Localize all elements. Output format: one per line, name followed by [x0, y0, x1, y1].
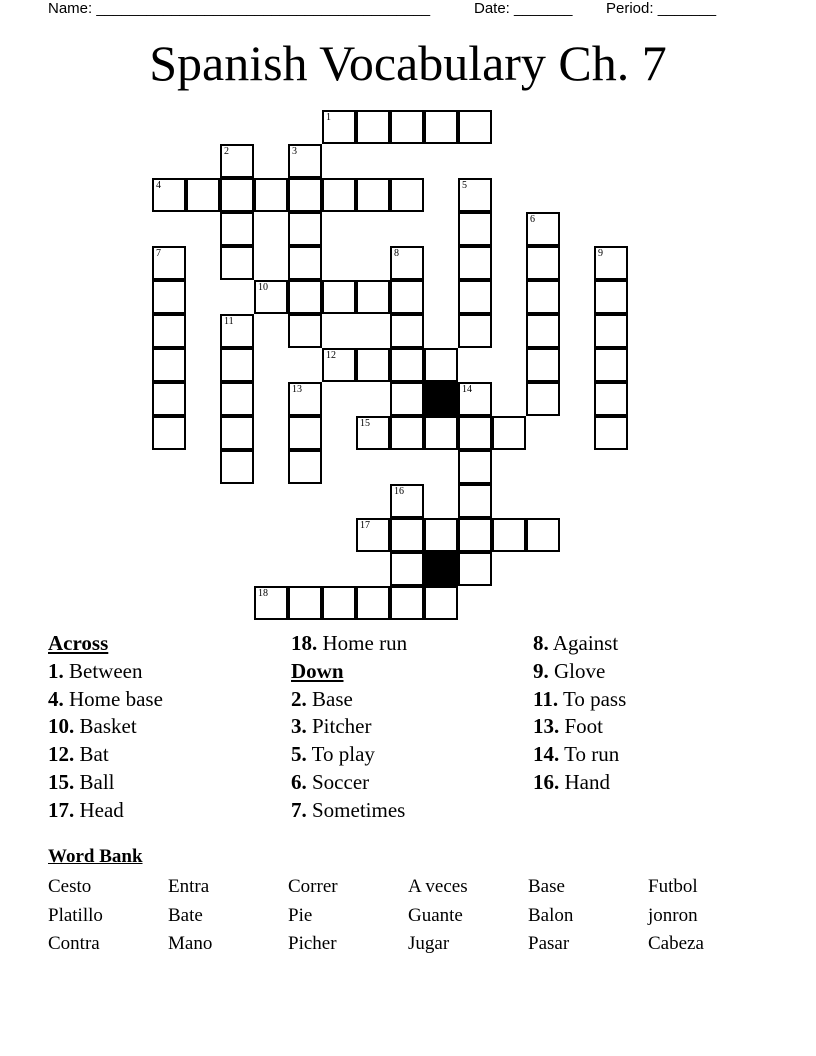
clue-number: 6	[530, 214, 535, 225]
down-clue	[533, 769, 626, 797]
grid-cell[interactable]	[322, 110, 356, 144]
clue-number: 2	[224, 146, 229, 157]
down-clue	[291, 769, 407, 797]
word-bank-item: Jugar	[408, 933, 450, 954]
grid-cell[interactable]	[390, 110, 424, 144]
grid-cell[interactable]	[458, 246, 492, 280]
grid-cell[interactable]	[390, 178, 424, 212]
grid-cell[interactable]	[594, 246, 628, 280]
down-clue	[291, 713, 407, 741]
black-square	[424, 552, 458, 586]
across-clues	[48, 630, 163, 825]
clue-number: 5.	[291, 742, 307, 767]
grid-cell[interactable]	[390, 484, 424, 518]
grid-cell[interactable]	[526, 518, 560, 552]
grid-cell[interactable]	[526, 348, 560, 382]
clues-column-3	[533, 630, 626, 797]
word-bank-item: Cabeza	[648, 933, 704, 954]
grid-cell[interactable]	[356, 586, 390, 620]
clue-text: To run	[564, 742, 620, 767]
grid-cell[interactable]	[356, 280, 390, 314]
down-clue	[533, 630, 626, 658]
grid-cell[interactable]	[390, 348, 424, 382]
grid-cell[interactable]	[424, 348, 458, 382]
clue-number: 2.	[291, 686, 307, 711]
clue-number: 8	[394, 248, 399, 259]
clues-column-2	[291, 630, 407, 825]
clue-number: 11.	[533, 686, 559, 711]
grid-cell[interactable]	[526, 246, 560, 280]
grid-cell[interactable]	[322, 280, 356, 314]
clue-number: 12	[326, 350, 336, 361]
word-bank-item: Picher	[288, 933, 337, 954]
grid-cell[interactable]	[458, 382, 492, 416]
grid-cell[interactable]	[254, 586, 288, 620]
word-bank-item: Pasar	[528, 933, 570, 954]
period-label: Period:	[606, 0, 654, 17]
grid-cell[interactable]	[458, 552, 492, 586]
grid-cell[interactable]	[390, 552, 424, 586]
down-clue	[291, 797, 407, 825]
grid-cell[interactable]	[526, 280, 560, 314]
grid-cell[interactable]	[322, 348, 356, 382]
grid-cell[interactable]	[424, 586, 458, 620]
grid-cell[interactable]	[492, 416, 526, 450]
clue-number: 1.	[48, 658, 64, 683]
word-bank-item: Platillo	[48, 904, 103, 926]
grid-cell[interactable]	[152, 382, 186, 416]
clue-number: 15	[360, 418, 370, 429]
down-clue	[533, 686, 626, 714]
word-bank-item: Futbol	[648, 876, 698, 897]
grid-cell[interactable]	[152, 416, 186, 450]
grid-cell[interactable]	[220, 382, 254, 416]
clue-text: Basket	[79, 714, 137, 739]
clue-number: 18	[258, 588, 268, 599]
grid-cell[interactable]	[390, 280, 424, 314]
grid-cell[interactable]	[288, 212, 322, 246]
grid-cell[interactable]	[458, 178, 492, 212]
date-label: Date:	[474, 0, 510, 17]
clue-text: Bat	[79, 742, 109, 767]
down-clue	[533, 713, 626, 741]
grid-cell[interactable]	[594, 416, 628, 450]
grid-cell[interactable]	[152, 280, 186, 314]
clue-text: To pass	[562, 686, 627, 711]
clue-number: 8.	[533, 631, 549, 655]
clue-number: 14.	[533, 742, 560, 767]
across-clue	[48, 797, 163, 825]
date-blank: _______	[514, 0, 573, 17]
grid-cell[interactable]	[288, 144, 322, 178]
grid-cell[interactable]	[458, 450, 492, 484]
clue-number: 13.	[533, 714, 560, 739]
grid-cell[interactable]	[220, 212, 254, 246]
clue-text: Hand	[564, 769, 610, 794]
word-bank-item: Cesto	[48, 876, 92, 897]
grid-cell[interactable]	[220, 246, 254, 280]
clue-number: 5	[462, 180, 467, 191]
grid-cell[interactable]	[458, 518, 492, 552]
grid-cell[interactable]	[390, 246, 424, 280]
clue-number: 16	[394, 486, 404, 497]
across-clue	[48, 713, 163, 741]
word-bank-item: A veces	[408, 876, 468, 897]
grid-cell[interactable]	[220, 314, 254, 348]
word-bank-item: Balon	[528, 904, 574, 926]
grid-cell[interactable]	[424, 416, 458, 450]
grid-cell[interactable]	[186, 178, 220, 212]
black-square	[424, 382, 458, 416]
clue-number: 3.	[291, 714, 307, 739]
down-clue	[291, 686, 407, 714]
word-bank-item: Guante	[408, 904, 463, 926]
name-field[interactable]	[48, 0, 430, 17]
word-bank	[48, 873, 768, 959]
clue-number: 12.	[48, 742, 75, 767]
across-clue	[48, 741, 163, 769]
clue-number: 11	[224, 316, 234, 327]
down-clue	[533, 658, 626, 686]
across-clue	[48, 769, 163, 797]
grid-cell[interactable]	[424, 110, 458, 144]
grid-cell[interactable]	[152, 246, 186, 280]
grid-cell[interactable]	[254, 178, 288, 212]
clue-text: Soccer	[312, 769, 370, 794]
word-bank-item: Base	[528, 876, 565, 897]
clue-number: 13	[292, 384, 302, 395]
word-bank-item: Correr	[288, 876, 338, 897]
across-clue	[48, 658, 163, 686]
grid-cell[interactable]	[594, 314, 628, 348]
clue-number: 9	[598, 248, 603, 259]
clue-number: 6.	[291, 769, 307, 794]
clue-number: 1	[326, 112, 331, 123]
name-label: Name:	[48, 0, 93, 17]
clue-number: 3	[292, 146, 297, 157]
word-bank-item: Mano	[168, 933, 213, 954]
grid-cell[interactable]	[254, 280, 288, 314]
grid-cell[interactable]	[526, 382, 560, 416]
clue-text: Head	[79, 797, 124, 822]
across-clue	[48, 686, 163, 714]
across-clue	[291, 630, 407, 658]
grid-cell[interactable]	[288, 586, 322, 620]
clue-text: Against	[552, 631, 619, 655]
grid-cell[interactable]	[594, 280, 628, 314]
grid-cell[interactable]	[220, 416, 254, 450]
grid-cell[interactable]	[390, 586, 424, 620]
clue-number: 4	[156, 180, 161, 191]
grid-cell[interactable]	[322, 586, 356, 620]
word-bank-item: jonron	[648, 904, 698, 926]
grid-cell[interactable]	[288, 382, 322, 416]
grid-cell[interactable]	[356, 178, 390, 212]
page-title: Spanish Vocabulary Ch. 7	[149, 35, 667, 91]
grid-cell[interactable]	[390, 382, 424, 416]
period-field[interactable]	[606, 0, 716, 17]
across-heading: Across	[48, 631, 109, 655]
grid-cell[interactable]	[526, 212, 560, 246]
word-bank-item: Bate	[168, 904, 203, 926]
grid-cell[interactable]	[220, 348, 254, 382]
name-blank: ________________________________________	[96, 0, 431, 17]
clue-number: 14	[462, 384, 472, 395]
grid-cell[interactable]	[288, 178, 322, 212]
word-bank-item: Contra	[48, 933, 100, 954]
date-field[interactable]	[474, 0, 572, 17]
period-blank: _______	[657, 0, 717, 17]
down-clue	[291, 741, 407, 769]
grid-cell[interactable]	[288, 280, 322, 314]
clue-number: 15.	[48, 769, 75, 794]
clue-number: 10	[258, 282, 268, 293]
word-bank-item: Entra	[168, 876, 210, 897]
grid-cell[interactable]	[594, 348, 628, 382]
clue-text: Base	[312, 686, 353, 711]
clue-number: 7	[156, 248, 161, 259]
grid-cell[interactable]	[458, 314, 492, 348]
clue-text: Home base	[69, 686, 163, 711]
grid-cell[interactable]	[458, 416, 492, 450]
grid-cell[interactable]	[288, 314, 322, 348]
grid-cell[interactable]	[458, 110, 492, 144]
word-bank-item: Pie	[288, 904, 313, 926]
clue-number: 17	[360, 520, 370, 531]
grid-cell[interactable]	[288, 246, 322, 280]
clue-number: 4.	[48, 686, 64, 711]
grid-cell[interactable]	[288, 450, 322, 484]
grid-cell[interactable]	[152, 348, 186, 382]
clue-text: Foot	[564, 714, 604, 739]
down-clue	[533, 741, 626, 769]
grid-cell[interactable]	[356, 518, 390, 552]
clue-text: Glove	[554, 658, 606, 683]
grid-cell[interactable]	[356, 110, 390, 144]
clue-text: Pitcher	[312, 714, 372, 739]
grid-cell[interactable]	[390, 416, 424, 450]
grid-cell[interactable]	[220, 450, 254, 484]
grid-cell[interactable]	[526, 314, 560, 348]
grid-cell[interactable]	[492, 518, 526, 552]
clue-text: Home run	[322, 631, 408, 655]
clue-text: To play	[311, 742, 375, 767]
down-heading: Down	[291, 658, 344, 683]
grid-cell[interactable]	[152, 314, 186, 348]
grid-cell[interactable]	[458, 212, 492, 246]
grid-cell[interactable]	[288, 416, 322, 450]
clue-text: Sometimes	[312, 797, 406, 822]
clue-number: 18.	[291, 631, 318, 655]
grid-cell[interactable]	[220, 178, 254, 212]
grid-cell[interactable]	[322, 178, 356, 212]
grid-cell[interactable]	[220, 144, 254, 178]
grid-cell[interactable]	[390, 314, 424, 348]
clue-number: 17.	[48, 797, 75, 822]
clue-text: Ball	[79, 769, 115, 794]
clue-text: Between	[69, 658, 143, 683]
grid-cell[interactable]	[424, 518, 458, 552]
clue-number: 7.	[291, 797, 307, 822]
clue-number: 16.	[533, 769, 560, 794]
grid-cell[interactable]	[458, 280, 492, 314]
grid-cell[interactable]	[356, 416, 390, 450]
grid-cell[interactable]	[594, 382, 628, 416]
grid-cell[interactable]	[458, 484, 492, 518]
grid-cell[interactable]	[356, 348, 390, 382]
clue-number: 10.	[48, 714, 75, 739]
grid-cell[interactable]	[152, 178, 186, 212]
clue-number: 9.	[533, 658, 549, 683]
word-bank-title: Word Bank	[48, 846, 143, 867]
grid-cell[interactable]	[390, 518, 424, 552]
